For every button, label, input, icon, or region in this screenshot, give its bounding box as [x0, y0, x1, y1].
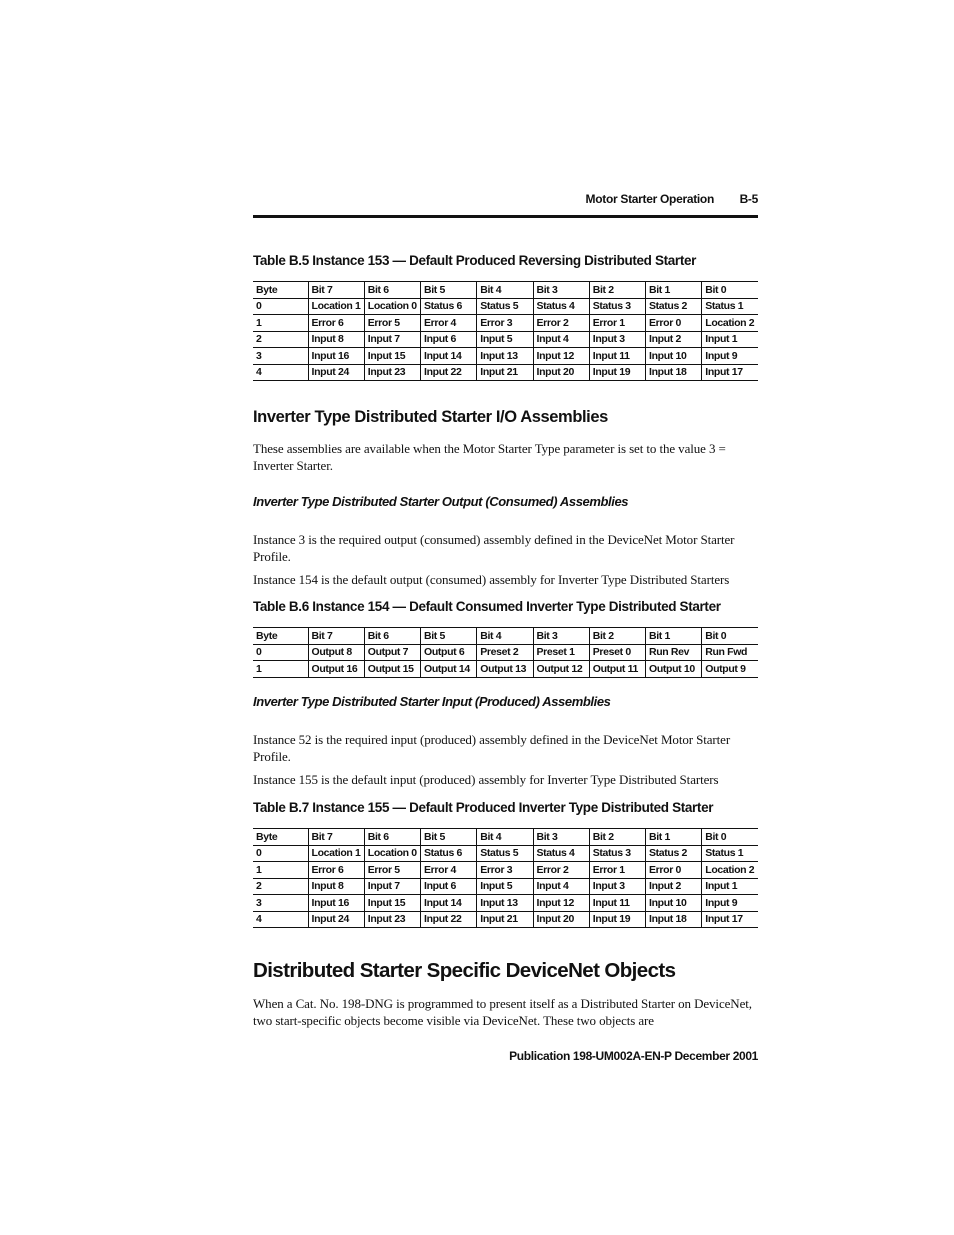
bit-cell: Input 14: [421, 895, 477, 912]
bit-cell: Output 10: [646, 661, 702, 678]
bit-cell: Output 15: [364, 661, 420, 678]
bit-cell: Error 6: [308, 315, 364, 332]
bit-cell: Error 0: [646, 315, 702, 332]
bit-cell: Preset 1: [533, 644, 589, 661]
bit-cell: Bit 7: [308, 282, 364, 299]
bit-cell: Output 7: [364, 644, 420, 661]
bit-cell: Input 11: [589, 348, 645, 365]
byte-cell: 1: [253, 862, 308, 879]
bit-cell: Input 22: [421, 911, 477, 928]
bit-cell: Error 0: [646, 862, 702, 879]
bit-cell: Bit 5: [421, 628, 477, 645]
bit-cell: Location 1: [308, 845, 364, 862]
bit-cell: Input 19: [589, 911, 645, 928]
table-b5-caption: Table B.5 Instance 153 — Default Produced Reversing Distributed Starter: [253, 253, 697, 268]
bit-cell: Input 16: [308, 895, 364, 912]
bit-cell: Input 15: [364, 895, 420, 912]
table-row: [253, 862, 758, 879]
byte-cell: 4: [253, 364, 308, 381]
byte-cell: 3: [253, 895, 308, 912]
bit-cell: Input 12: [533, 348, 589, 365]
output-paragraph-2: Instance 154 is the default output (consumed) assembly for Inverter Type Distributed Starters: [253, 572, 730, 587]
byte-cell: 2: [253, 878, 308, 895]
bit-cell: Bit 6: [364, 628, 420, 645]
bit-cell: Status 2: [646, 845, 702, 862]
bit-cell: Preset 0: [589, 644, 645, 661]
table-row: [253, 661, 758, 678]
running-head-title: Motor Starter Operation: [585, 192, 714, 206]
table-row: [253, 895, 758, 912]
byte-cell: 2: [253, 331, 308, 348]
bit-cell: Status 4: [533, 298, 589, 315]
bit-cell: Bit 3: [533, 628, 589, 645]
output-paragraph-1: Instance 3 is the required output (consumed) assembly defined in the DeviceNet Motor Starter Profile.: [253, 532, 735, 564]
bit-cell: Status 3: [589, 845, 645, 862]
table-row: [253, 911, 758, 928]
byte-cell: Byte: [253, 829, 308, 846]
table-header-row: [253, 829, 758, 846]
byte-cell: 3: [253, 348, 308, 365]
bit-cell: Input 2: [646, 878, 702, 895]
table-row: [253, 845, 758, 862]
bit-cell: Input 5: [477, 331, 533, 348]
bit-cell: Error 4: [421, 315, 477, 332]
bit-cell: Input 12: [533, 895, 589, 912]
bit-cell: Bit 2: [589, 628, 645, 645]
bit-cell: Output 8: [308, 644, 364, 661]
bit-cell: Bit 0: [702, 282, 758, 299]
bit-cell: Location 0: [364, 845, 420, 862]
bit-cell: Error 1: [589, 315, 645, 332]
byte-cell: 0: [253, 845, 308, 862]
bit-cell: Bit 5: [421, 282, 477, 299]
input-assemblies-heading: Inverter Type Distributed Starter Input (Produced) Assemblies: [253, 694, 611, 709]
bit-cell: Output 12: [533, 661, 589, 678]
bit-cell: Input 5: [477, 878, 533, 895]
bit-cell: Input 19: [589, 364, 645, 381]
bit-cell: Status 6: [421, 298, 477, 315]
devicenet-objects-paragraph: When a Cat. No. 198-DNG is programmed to present itself as a Distributed Starter on DeviceNet, two start-specific objects become visible via DeviceNet. These two objects are: [253, 996, 752, 1028]
byte-cell: 1: [253, 315, 308, 332]
bit-cell: Location 2: [702, 315, 758, 332]
bit-cell: Input 10: [646, 348, 702, 365]
table-row: [253, 348, 758, 365]
bit-cell: Status 5: [477, 845, 533, 862]
byte-cell: 0: [253, 298, 308, 315]
bit-cell: Input 3: [589, 331, 645, 348]
bit-cell: Output 6: [421, 644, 477, 661]
bit-cell: Input 15: [364, 348, 420, 365]
bit-cell: Bit 1: [646, 282, 702, 299]
bit-cell: Error 4: [421, 862, 477, 879]
bit-cell: Input 8: [308, 878, 364, 895]
bit-cell: Input 21: [477, 911, 533, 928]
bit-cell: Input 17: [702, 911, 758, 928]
bit-cell: Input 8: [308, 331, 364, 348]
byte-cell: Byte: [253, 628, 308, 645]
byte-cell: 1: [253, 661, 308, 678]
bit-cell: Input 6: [421, 331, 477, 348]
bit-cell: Bit 3: [533, 829, 589, 846]
table-b6: [253, 627, 758, 678]
bit-cell: Input 1: [702, 331, 758, 348]
bit-cell: Input 23: [364, 364, 420, 381]
bit-cell: Error 3: [477, 315, 533, 332]
bit-cell: Status 1: [702, 845, 758, 862]
bit-cell: Error 2: [533, 862, 589, 879]
bit-cell: Location 0: [364, 298, 420, 315]
input-paragraph-2: Instance 155 is the default input (produced) assembly for Inverter Type Distributed Starters: [253, 772, 719, 787]
bit-cell: Bit 5: [421, 829, 477, 846]
bit-cell: Bit 1: [646, 628, 702, 645]
bit-cell: Input 23: [364, 911, 420, 928]
table-row: [253, 331, 758, 348]
bit-cell: Run Fwd: [702, 644, 758, 661]
bit-cell: Input 14: [421, 348, 477, 365]
bit-cell: Input 4: [533, 878, 589, 895]
table-row: [253, 878, 758, 895]
bit-cell: Error 5: [364, 862, 420, 879]
table-header-row: [253, 628, 758, 645]
bit-cell: Bit 0: [702, 829, 758, 846]
bit-cell: Input 24: [308, 911, 364, 928]
bit-cell: Input 2: [646, 331, 702, 348]
bit-cell: Input 20: [533, 364, 589, 381]
bit-cell: Bit 4: [477, 829, 533, 846]
table-b6-caption: Table B.6 Instance 154 — Default Consumed Inverter Type Distributed Starter: [253, 599, 721, 614]
bit-cell: Input 13: [477, 895, 533, 912]
devicenet-objects-heading: Distributed Starter Specific DeviceNet Objects: [253, 959, 676, 982]
input-paragraph-1: Instance 52 is the required input (produced) assembly defined in the DeviceNet Motor Starter Profile.: [253, 732, 731, 764]
bit-cell: Status 6: [421, 845, 477, 862]
bit-cell: Input 17: [702, 364, 758, 381]
byte-cell: Byte: [253, 282, 308, 299]
table-row: [253, 298, 758, 315]
table-header-row: [253, 282, 758, 299]
bit-cell: Output 11: [589, 661, 645, 678]
table-row: [253, 364, 758, 381]
bit-cell: Bit 4: [477, 628, 533, 645]
bit-cell: Input 9: [702, 348, 758, 365]
bit-cell: Error 6: [308, 862, 364, 879]
bit-cell: Bit 1: [646, 829, 702, 846]
bit-cell: Input 9: [702, 895, 758, 912]
bit-cell: Location 1: [308, 298, 364, 315]
inverter-section-heading: Inverter Type Distributed Starter I/O Assemblies: [253, 408, 608, 426]
bit-cell: Status 1: [702, 298, 758, 315]
bit-cell: Input 1: [702, 878, 758, 895]
bit-cell: Input 18: [646, 364, 702, 381]
bit-cell: Bit 6: [364, 282, 420, 299]
bit-cell: Input 24: [308, 364, 364, 381]
byte-cell: 0: [253, 644, 308, 661]
running-head: [253, 192, 758, 210]
bit-cell: Output 14: [421, 661, 477, 678]
table-b7-caption: Table B.7 Instance 155 — Default Produced Inverter Type Distributed Starter: [253, 800, 714, 815]
bit-cell: Bit 7: [308, 628, 364, 645]
bit-cell: Input 11: [589, 895, 645, 912]
header-rule: [253, 215, 758, 218]
bit-cell: Input 7: [364, 331, 420, 348]
publication-footer: Publication 198-UM002A-EN-P December 2001: [509, 1049, 758, 1063]
bit-cell: Error 1: [589, 862, 645, 879]
bit-cell: Preset 2: [477, 644, 533, 661]
bit-cell: Input 18: [646, 911, 702, 928]
bit-cell: Error 2: [533, 315, 589, 332]
bit-cell: Output 13: [477, 661, 533, 678]
bit-cell: Bit 2: [589, 282, 645, 299]
bit-cell: Input 6: [421, 878, 477, 895]
table-b5: [253, 281, 758, 381]
bit-cell: Output 9: [702, 661, 758, 678]
table-b7: [253, 828, 758, 928]
inverter-intro-paragraph: These assemblies are available when the Motor Starter Type parameter is set to the value 3 = Inverter Starter.: [253, 441, 726, 473]
bit-cell: Location 2: [702, 862, 758, 879]
bit-cell: Error 3: [477, 862, 533, 879]
bit-cell: Input 13: [477, 348, 533, 365]
bit-cell: Input 22: [421, 364, 477, 381]
bit-cell: Bit 0: [702, 628, 758, 645]
bit-cell: Input 20: [533, 911, 589, 928]
bit-cell: Status 5: [477, 298, 533, 315]
bit-cell: Input 21: [477, 364, 533, 381]
bit-cell: Status 2: [646, 298, 702, 315]
output-assemblies-heading: Inverter Type Distributed Starter Output (Consumed) Assemblies: [253, 494, 629, 509]
bit-cell: Run Rev: [646, 644, 702, 661]
table-row: [253, 644, 758, 661]
bit-cell: Bit 2: [589, 829, 645, 846]
bit-cell: Input 4: [533, 331, 589, 348]
bit-cell: Status 4: [533, 845, 589, 862]
bit-cell: Bit 6: [364, 829, 420, 846]
table-row: [253, 315, 758, 332]
bit-cell: Status 3: [589, 298, 645, 315]
bit-cell: Input 3: [589, 878, 645, 895]
bit-cell: Error 5: [364, 315, 420, 332]
bit-cell: Output 16: [308, 661, 364, 678]
byte-cell: 4: [253, 911, 308, 928]
bit-cell: Input 10: [646, 895, 702, 912]
bit-cell: Bit 3: [533, 282, 589, 299]
bit-cell: Bit 7: [308, 829, 364, 846]
page-number: B-5: [739, 192, 758, 206]
bit-cell: Input 7: [364, 878, 420, 895]
bit-cell: Input 16: [308, 348, 364, 365]
bit-cell: Bit 4: [477, 282, 533, 299]
